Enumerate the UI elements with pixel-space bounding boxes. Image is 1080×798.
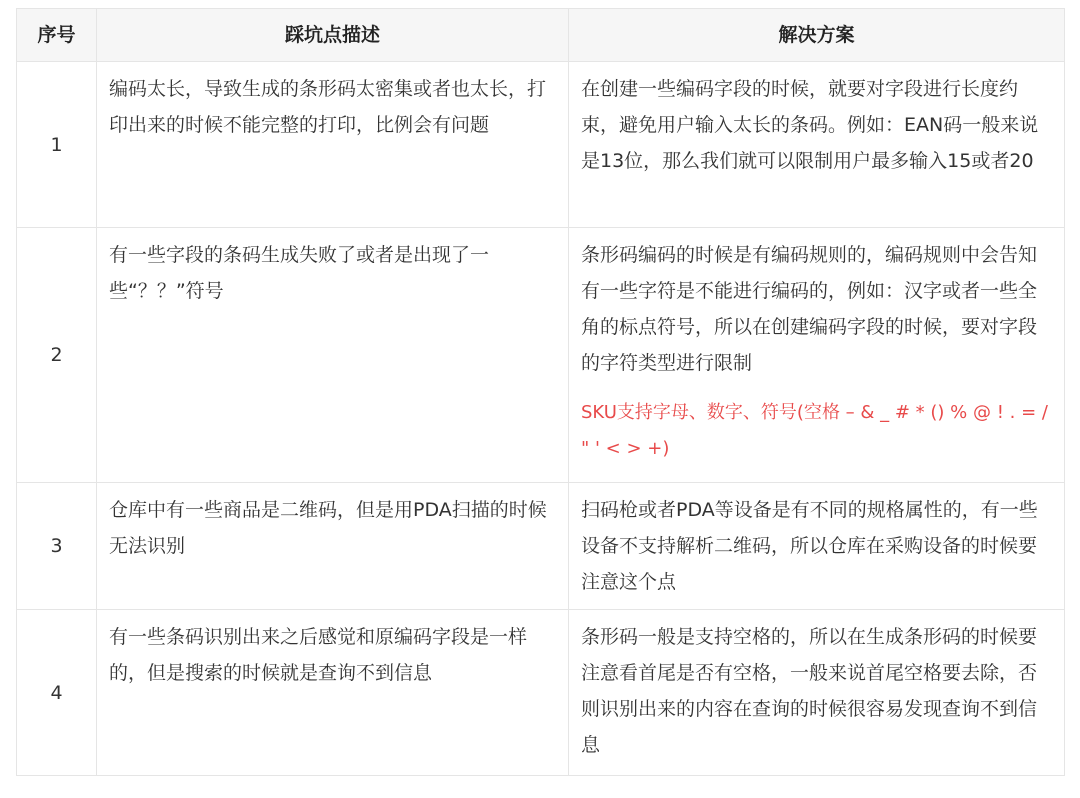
table-row [17,483,1065,610]
pitfall-description: 有一些字段的条码生成失败了或者是出现了一些“？？”符号 [97,228,569,483]
table-row [17,610,1065,776]
header-row [17,9,1065,62]
solution-text: 扫码枪或者PDA等设备是有不同的规格属性的，有一些设备不支持解析二维码，所以仓库在采购设备的时候要注意这个点 [569,483,1065,610]
header-no: 序号 [17,9,97,62]
row-number: 1 [17,62,97,228]
pitfalls-table-container [16,8,1064,776]
row-number: 4 [17,610,97,776]
table-body [17,62,1065,776]
solution-text: 条形码一般是支持空格的，所以在生成条形码的时候要注意看首尾是否有空格，一般来说首尾空格要去除，否则识别出来的内容在查询的时候很容易发现查询不到信息 [569,610,1065,776]
sku-allowed-chars-note: SKU支持字母、数字、符号(空格 – & _ # * () % @ ! . = / " ' < > +) [581,402,1048,459]
solution-text: 在创建一些编码字段的时候，就要对字段进行长度约束，避免用户输入太长的条码。例如：EAN码一般来说是13位，那么我们就可以限制用户最多输入15或者20 [569,62,1065,228]
pitfalls-table [16,8,1065,776]
header-description: 踩坑点描述 [97,9,569,62]
table-row [17,62,1065,228]
header-solution: 解决方案 [569,9,1065,62]
pitfall-description: 编码太长，导致生成的条形码太密集或者也太长，打印出来的时候不能完整的打印，比例会有问题 [97,62,569,228]
table-header [17,9,1065,62]
table-row [17,228,1065,483]
solution-cell [569,228,1065,483]
pitfall-description: 有一些条码识别出来之后感觉和原编码字段是一样的，但是搜索的时候就是查询不到信息 [97,610,569,776]
solution-text: 条形码编码的时候是有编码规则的，编码规则中会告知有一些字符是不能进行编码的，例如：汉字或者一些全角的标点符号，所以在创建编码字段的时候，要对字段的字符类型进行限制 [581,244,1038,374]
pitfall-description: 仓库中有一些商品是二维码，但是用PDA扫描的时候无法识别 [97,483,569,610]
row-number: 3 [17,483,97,610]
row-number: 2 [17,228,97,483]
